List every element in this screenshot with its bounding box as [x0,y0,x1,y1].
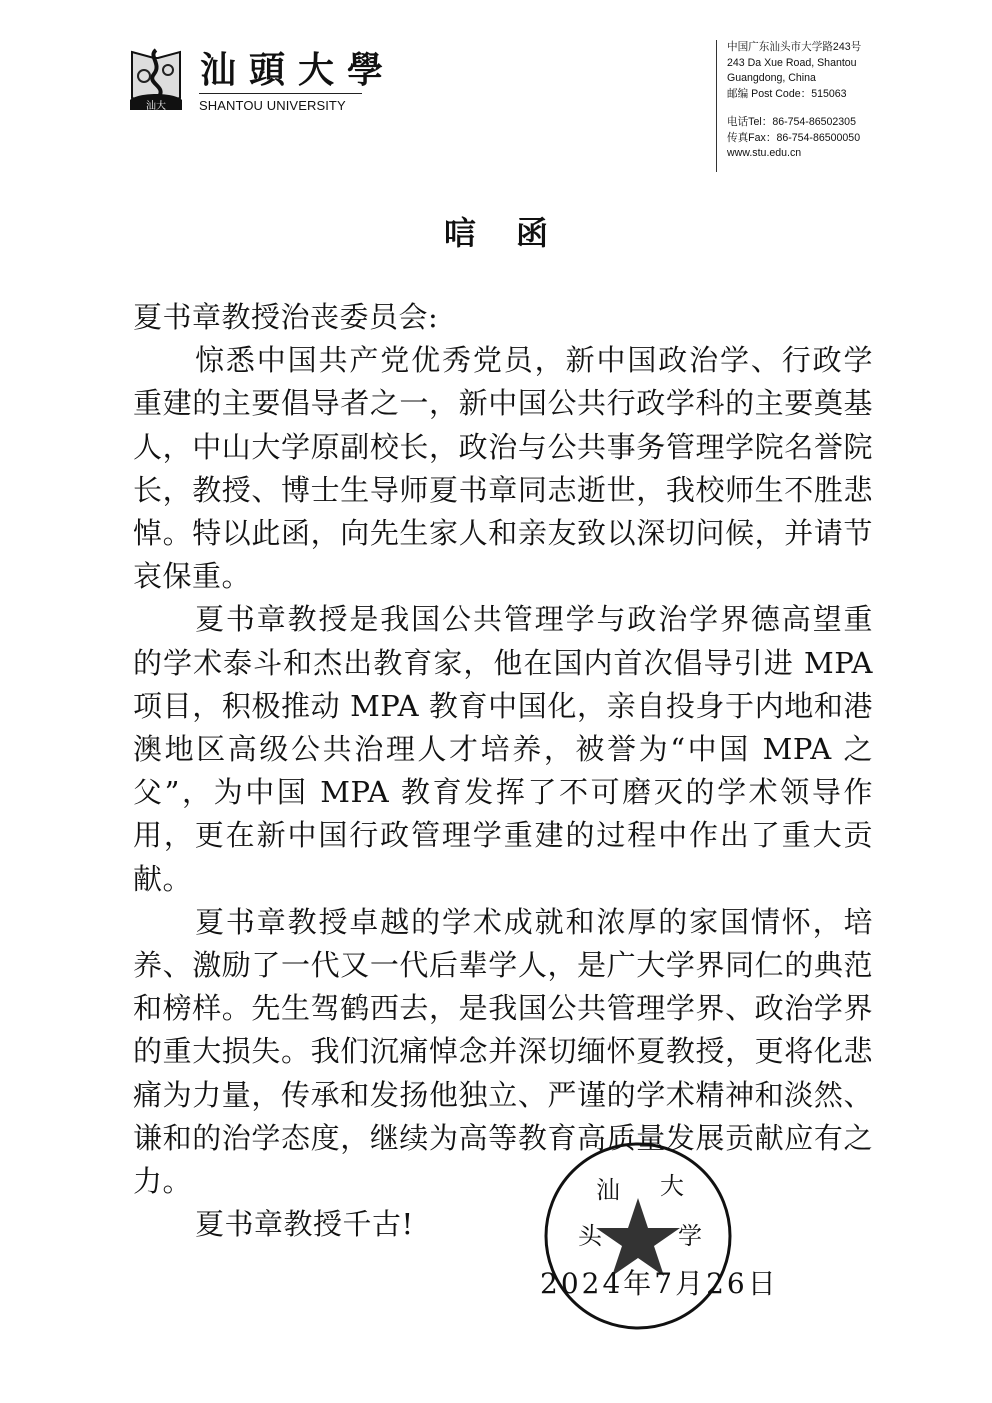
university-name-english: SHANTOU UNIVERSITY [199,98,346,113]
paragraph-3: 夏书章教授卓越的学术成就和浓厚的家国情怀，培养、激励了一代又一代后辈学人，是广大学界同仁的典范和榜样。先生驾鹤西去，是我国公共管理学界、政治学界的重大损失。我们沉痛悼念并深切缅怀夏教授，更将化悲痛为力量，传承和发扬他独立、严谨的学术精神和淡然、谦和的治学态度，继续为高等教育高质量发展贡献应有之力。 [133,904,873,1199]
post-code: 邮编 Post Code：515063 [727,87,847,100]
university-name-chinese: 汕頭大學 [200,49,397,91]
letter-date: 2024年7月26日 [540,1267,779,1300]
closing-line: 夏书章教授千古! [195,1207,414,1242]
address-english-line-1: 243 Da Xue Road, Shantou [727,56,857,69]
telephone: 电话Tel：86-754-86502305 [727,116,856,128]
letter-title: 唁函 [443,214,588,252]
salutation: 夏书章教授治丧委员会: [133,300,439,334]
fax: 传真Fax：86-754-86500050 [727,131,861,144]
address-english-line-2: Guangdong, China [727,72,816,84]
svg-text:学: 学 [678,1222,702,1250]
university-emblem-logo [128,46,184,112]
paragraph-1: 惊悉中国共产党优秀党员，新中国政治学、行政学重建的主要倡导者之一，新中国公共行政学科的主要奠基人，中山大学原副校长，政治与公共事务管理学院名誉院长，教授、博士生导师夏书章同志逝世，我校师生不胜悲悼。特以此函，向先生家人和亲友致以深切问候，并请节哀保重。 [133,343,873,594]
logo-divider [199,93,362,94]
paragraph-2: 夏书章教授是我国公共管理学与政治学界德高望重的学术泰斗和杰出教育家，他在国内首次倡导引进 MPA 项目，积极推动 MPA 教育中国化，亲自投身于内地和港澳地区高级公共治理人才培养，被誉为“中国 MPA 之父”，为中国 MPA 教育发挥了不可磨灭的学术领导作用，更在新中国行政管理学重建的过程中作出了重大贡献。 [133,602,873,896]
svg-text:头: 头 [578,1222,602,1250]
svg-text:汕: 汕 [596,1176,620,1204]
letter-body [133,296,873,1246]
official-seal-stamp [538,1136,738,1336]
website: www.stu.edu.cn [727,147,802,159]
svg-text:汕大: 汕大 [146,101,166,112]
address-chinese: 中国广东汕头市大学路243号 [727,41,862,53]
contact-block [716,40,861,172]
svg-text:大: 大 [660,1172,684,1200]
